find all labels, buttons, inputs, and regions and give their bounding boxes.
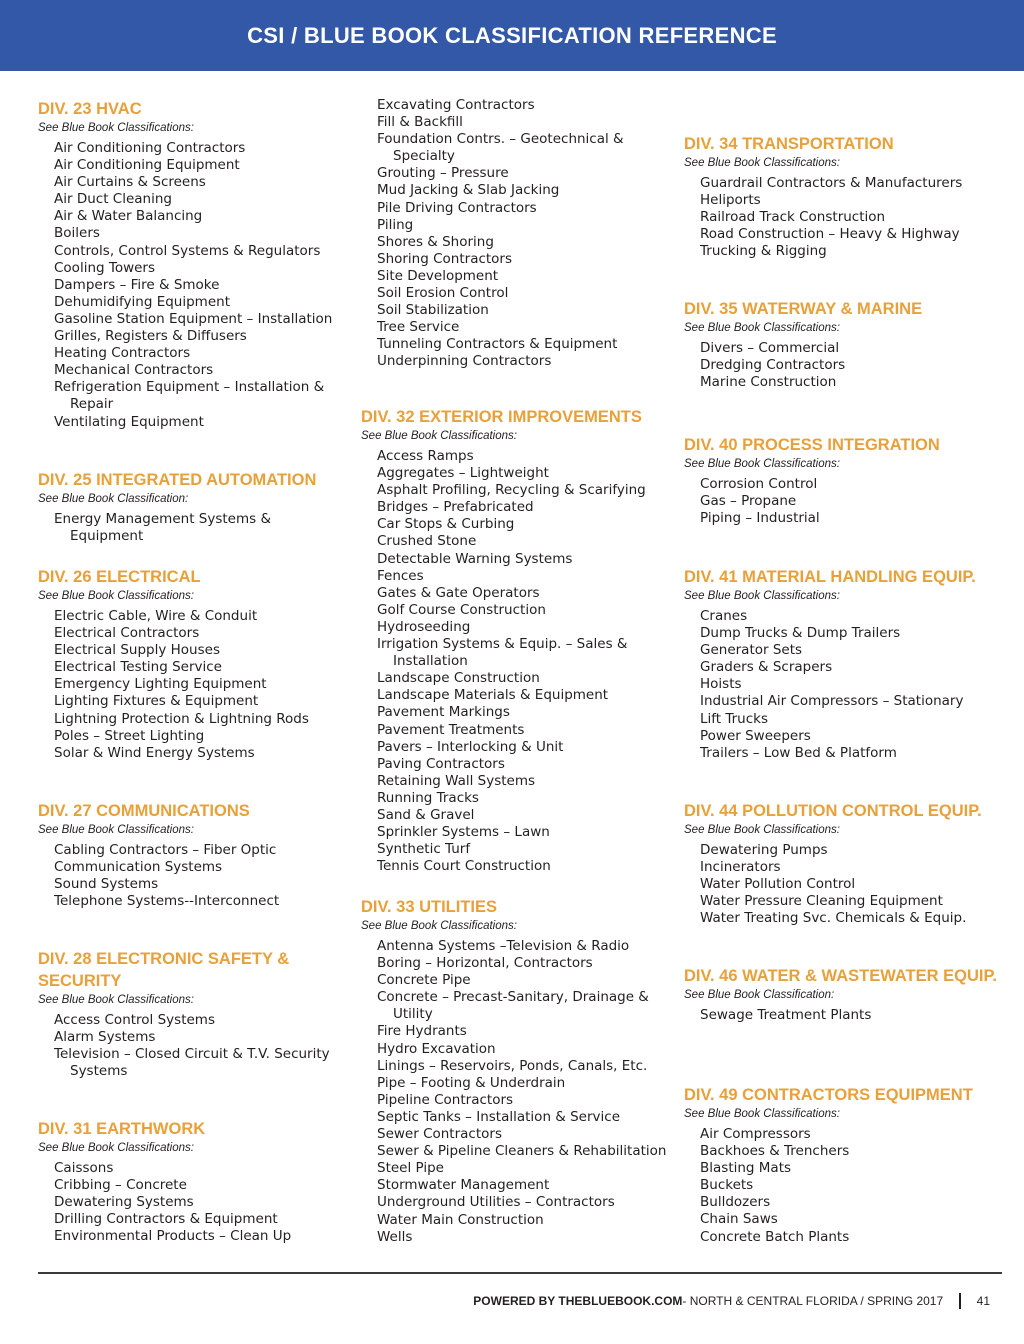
classification-item: Fire Hydrants bbox=[377, 1023, 467, 1040]
classification-item: Road Construction – Heavy & Highway bbox=[700, 226, 960, 243]
division-section bbox=[684, 800, 1004, 927]
classification-subtitle: See Blue Book Classifications: bbox=[38, 994, 194, 1006]
classification-item: Lighting Fixtures & Equipment bbox=[54, 693, 259, 710]
division-title: DIV. 32 EXTERIOR IMPROVEMENTS bbox=[361, 408, 642, 426]
classification-item: Graders & Scrapers bbox=[700, 659, 833, 676]
page-title: CSI / BLUE BOOK CLASSIFICATION REFERENCE bbox=[247, 22, 777, 48]
division-title: DIV. 31 EARTHWORK bbox=[38, 1120, 206, 1138]
classification-item: Cabling Contractors – Fiber Optic bbox=[54, 842, 277, 858]
classification-item: Boilers bbox=[54, 225, 100, 242]
classification-item: Trucking & Rigging bbox=[700, 243, 827, 260]
classification-item: Water Treating Svc. Chemicals & Equip. bbox=[700, 910, 967, 927]
classification-item: Heating Contractors bbox=[54, 345, 191, 362]
division-title: DIV. 27 COMMUNICATIONS bbox=[38, 802, 250, 820]
classification-item: Industrial Air Compressors – Stationary bbox=[700, 693, 964, 710]
classification-item: Antenna Systems –Television & Radio bbox=[377, 938, 630, 954]
classification-item: Sound Systems bbox=[54, 876, 159, 893]
classification-item: Pipeline Contractors bbox=[377, 1091, 514, 1108]
classification-item: Sewer & Pipeline Cleaners & Rehabilitation bbox=[377, 1143, 667, 1160]
classification-item: Corrosion Control bbox=[700, 476, 818, 492]
division-title: DIV. 34 TRANSPORTATION bbox=[684, 135, 894, 153]
classification-item: Sewage Treatment Plants bbox=[700, 1007, 872, 1023]
classification-item: Access Ramps bbox=[377, 448, 474, 464]
classification-item: Hydroseeding bbox=[377, 618, 471, 635]
division-section bbox=[361, 406, 671, 875]
classification-item: Pipe – Footing & Underdrain bbox=[377, 1074, 566, 1091]
classification-subtitle: See Blue Book Classifications: bbox=[684, 458, 840, 470]
division-title: DIV. 41 MATERIAL HANDLING EQUIP. bbox=[684, 568, 976, 586]
classification-item: Telephone Systems--Interconnect bbox=[54, 893, 280, 910]
classification-item: Dump Trucks & Dump Trailers bbox=[700, 625, 901, 642]
classification-subtitle: See Blue Book Classifications: bbox=[38, 590, 194, 602]
classification-item: Concrete Pipe bbox=[377, 972, 471, 989]
division-title: DIV. 26 ELECTRICAL bbox=[38, 568, 201, 586]
classification-list bbox=[684, 842, 1004, 927]
classification-item: Dewatering Systems bbox=[54, 1194, 194, 1211]
classification-item: Soil Stabilization bbox=[377, 302, 489, 319]
classification-item: Caissons bbox=[54, 1160, 114, 1176]
classification-item: Underground Utilities – Contractors bbox=[377, 1194, 615, 1211]
classification-item: Cribbing – Concrete bbox=[54, 1177, 187, 1194]
classification-item: Backhoes & Trenchers bbox=[700, 1143, 850, 1160]
footer-edition: - NORTH & CENTRAL FLORIDA / SPRING 2017 bbox=[682, 1294, 944, 1308]
division-title: DIV. 23 HVAC bbox=[38, 100, 142, 118]
classification-item: Drilling Contractors & Equipment bbox=[54, 1211, 278, 1228]
classification-item: Divers – Commercial bbox=[700, 340, 840, 356]
classification-item: Controls, Control Systems & Regulators bbox=[54, 242, 321, 259]
classification-item: Air Conditioning Equipment bbox=[54, 157, 240, 174]
classification-item: Tennis Court Construction bbox=[377, 858, 551, 875]
division-title: DIV. 28 ELECTRONIC SAFETY & SECURITY bbox=[38, 950, 290, 990]
classification-item: Railroad Track Construction bbox=[700, 209, 886, 226]
classification-item: Grilles, Registers & Diffusers bbox=[54, 328, 247, 345]
division-title: DIV. 49 CONTRACTORS EQUIPMENT bbox=[684, 1086, 973, 1104]
classification-item: Air Compressors bbox=[700, 1126, 811, 1142]
division-section bbox=[684, 434, 1004, 527]
classification-item: Pavement Treatments bbox=[377, 721, 525, 738]
division-section bbox=[38, 566, 343, 762]
classification-item: Sewer Contractors bbox=[377, 1126, 502, 1143]
classification-item: Chain Saws bbox=[700, 1211, 778, 1228]
classification-item: Water Pressure Cleaning Equipment bbox=[700, 893, 943, 910]
classification-item: Stormwater Management bbox=[377, 1177, 550, 1194]
classification-item: Electrical Supply Houses bbox=[54, 642, 220, 659]
classification-item: Environmental Products – Clean Up bbox=[54, 1228, 292, 1245]
classification-item: Pavement Markings bbox=[377, 704, 510, 721]
classification-item: Air Conditioning Contractors bbox=[54, 140, 246, 156]
classification-item: Mud Jacking & Slab Jacking bbox=[377, 182, 560, 199]
classification-item: Poles – Street Lighting bbox=[54, 727, 205, 744]
footer-separator bbox=[959, 1293, 961, 1309]
classification-list bbox=[38, 608, 343, 762]
classification-item: Landscape Materials & Equipment bbox=[377, 687, 609, 704]
classification-item: Sprinkler Systems – Lawn bbox=[377, 824, 550, 841]
classification-item: Bulldozers bbox=[700, 1194, 771, 1211]
classification-item: Buckets bbox=[700, 1177, 754, 1194]
classification-item: Tunneling Contractors & Equipment bbox=[377, 336, 618, 353]
classification-subtitle: See Blue Book Classifications: bbox=[38, 824, 194, 836]
classification-item: Site Development bbox=[377, 267, 499, 284]
division-title: DIV. 40 PROCESS INTEGRATION bbox=[684, 436, 940, 454]
classification-item: Asphalt Profiling, Recycling & Scarifying bbox=[377, 482, 646, 499]
classification-item: Electric Cable, Wire & Conduit bbox=[54, 608, 258, 624]
classification-item: Boring – Horizontal, Contractors bbox=[377, 955, 593, 972]
classification-list bbox=[38, 140, 343, 431]
classification-item: Wells bbox=[377, 1228, 413, 1245]
classification-item: Dehumidifying Equipment bbox=[54, 293, 230, 310]
classification-item: Shores & Shoring bbox=[377, 233, 494, 250]
classification-item: Bridges – Prefabricated bbox=[377, 499, 534, 516]
classification-list bbox=[38, 1012, 343, 1080]
classification-item: Lightning Protection & Lightning Rods bbox=[54, 710, 309, 727]
classification-item: Dampers – Fire & Smoke bbox=[54, 276, 220, 293]
classification-item: Energy Management Systems & Equipment bbox=[54, 511, 271, 545]
classification-list bbox=[38, 511, 343, 545]
classification-item: Lift Trucks bbox=[700, 710, 769, 727]
division-title: DIV. 33 UTILITIES bbox=[361, 898, 498, 916]
classification-item: Air Curtains & Screens bbox=[54, 174, 206, 191]
division-title: DIV. 25 INTEGRATED AUTOMATION bbox=[38, 471, 317, 489]
classification-item: Alarm Systems bbox=[54, 1029, 156, 1046]
footer-powered-by: POWERED BY THEBLUEBOOK.COM bbox=[473, 1294, 683, 1308]
classification-item: Trailers – Low Bed & Platform bbox=[700, 744, 897, 761]
classification-item: Fill & Backfill bbox=[377, 114, 463, 131]
classification-subtitle: See Blue Book Classifications: bbox=[38, 122, 194, 134]
classification-item: Paving Contractors bbox=[377, 755, 505, 772]
classification-item: Steel Pipe bbox=[377, 1160, 444, 1177]
classification-item: Synthetic Turf bbox=[377, 841, 471, 858]
classification-list bbox=[361, 938, 671, 1246]
classification-list bbox=[684, 175, 1004, 260]
classification-subtitle: See Blue Book Classifications: bbox=[684, 824, 840, 836]
classification-list bbox=[684, 340, 1004, 391]
classification-subtitle: See Blue Book Classifications: bbox=[684, 590, 840, 602]
footer-divider bbox=[38, 1272, 1002, 1274]
classification-item: Marine Construction bbox=[700, 374, 837, 391]
classification-item: Gasoline Station Equipment – Installation bbox=[54, 310, 333, 327]
classification-item: Electrical Contractors bbox=[54, 625, 200, 642]
classification-item: Blasting Mats bbox=[700, 1160, 792, 1177]
classification-item: Septic Tanks – Installation & Service bbox=[377, 1108, 620, 1125]
classification-list bbox=[361, 97, 671, 371]
division-section bbox=[684, 566, 1004, 762]
classification-item: Pavers – Interlocking & Unit bbox=[377, 738, 564, 755]
classification-list bbox=[684, 1126, 1004, 1246]
classification-item: Dewatering Pumps bbox=[700, 842, 828, 858]
classification-list bbox=[684, 1007, 1004, 1024]
classification-item: Cranes bbox=[700, 608, 748, 624]
division-section bbox=[38, 469, 343, 545]
classification-list bbox=[684, 608, 1004, 762]
division-section bbox=[38, 98, 343, 431]
classification-item: Running Tracks bbox=[377, 789, 479, 806]
division-section bbox=[684, 1084, 1004, 1246]
division-section bbox=[684, 133, 1004, 260]
classification-item: Hoists bbox=[700, 676, 742, 693]
classification-item: Piping – Industrial bbox=[700, 510, 820, 527]
classification-item: Underpinning Contractors bbox=[377, 353, 552, 370]
classification-item: Car Stops & Curbing bbox=[377, 516, 515, 533]
classification-item: Grouting – Pressure bbox=[377, 165, 509, 182]
division-section bbox=[38, 948, 343, 1080]
classification-item: Cooling Towers bbox=[54, 259, 156, 276]
classification-item: Shoring Contractors bbox=[377, 250, 513, 267]
classification-item: Generator Sets bbox=[700, 642, 803, 659]
classification-item: Air & Water Balancing bbox=[54, 208, 203, 225]
classification-subtitle: See Blue Book Classifications: bbox=[361, 920, 517, 932]
footer bbox=[473, 1293, 990, 1309]
division-title: DIV. 44 POLLUTION CONTROL EQUIP. bbox=[684, 802, 982, 820]
classification-item: Piling bbox=[377, 216, 414, 233]
classification-item: Hydro Excavation bbox=[377, 1040, 496, 1057]
classification-item: Incinerators bbox=[700, 859, 781, 876]
header-banner bbox=[0, 0, 1024, 71]
division-section bbox=[361, 97, 671, 371]
classification-item: Retaining Wall Systems bbox=[377, 772, 536, 789]
classification-item: Soil Erosion Control bbox=[377, 285, 509, 302]
division-title: DIV. 46 WATER & WASTEWATER EQUIP. bbox=[684, 967, 997, 985]
classification-item: Landscape Construction bbox=[377, 670, 540, 687]
classification-item: Foundation Contrs. – Geotechnical & Specialty bbox=[377, 131, 624, 165]
classification-item: Ventilating Equipment bbox=[54, 413, 204, 430]
classification-item: Tree Service bbox=[377, 319, 460, 336]
classification-item: Linings – Reservoirs, Ponds, Canals, Etc. bbox=[377, 1057, 648, 1074]
division-section bbox=[38, 800, 343, 910]
classification-item: Aggregates – Lightweight bbox=[377, 465, 549, 482]
classification-item: Sand & Gravel bbox=[377, 806, 475, 823]
classification-subtitle: See Blue Book Classifications: bbox=[361, 430, 517, 442]
classification-item: Solar & Wind Energy Systems bbox=[54, 744, 255, 761]
classification-subtitle: See Blue Book Classifications: bbox=[684, 157, 840, 169]
classification-list bbox=[38, 842, 343, 910]
classification-item: Pile Driving Contractors bbox=[377, 199, 537, 216]
division-section bbox=[684, 965, 1004, 1024]
classification-subtitle: See Blue Book Classification: bbox=[684, 989, 835, 1001]
division-section bbox=[361, 896, 671, 1246]
classification-item: Refrigeration Equipment – Installation & Repair bbox=[54, 379, 325, 413]
classification-item: Television – Closed Circuit & T.V. Security Systems bbox=[54, 1046, 330, 1080]
classification-item: Mechanical Contractors bbox=[54, 362, 214, 379]
classification-item: Emergency Lighting Equipment bbox=[54, 676, 267, 693]
classification-item: Heliports bbox=[700, 192, 761, 209]
division-section bbox=[38, 1118, 343, 1245]
division-section bbox=[684, 298, 1004, 391]
classification-item: Access Control Systems bbox=[54, 1012, 215, 1028]
classification-item: Communication Systems bbox=[54, 859, 223, 876]
classification-item: Gates & Gate Operators bbox=[377, 584, 540, 601]
classification-item: Fences bbox=[377, 567, 424, 584]
classification-item: Guardrail Contractors & Manufacturers bbox=[700, 175, 963, 191]
division-title: DIV. 35 WATERWAY & MARINE bbox=[684, 300, 923, 318]
classification-list bbox=[361, 448, 671, 875]
classification-list bbox=[38, 1160, 343, 1245]
classification-subtitle: See Blue Book Classifications: bbox=[684, 322, 840, 334]
classification-item: Water Pollution Control bbox=[700, 876, 856, 893]
classification-item: Detectable Warning Systems bbox=[377, 550, 573, 567]
classification-item: Electrical Testing Service bbox=[54, 659, 222, 676]
classification-subtitle: See Blue Book Classifications: bbox=[38, 1142, 194, 1154]
classification-item: Gas – Propane bbox=[700, 493, 797, 510]
classification-subtitle: See Blue Book Classifications: bbox=[684, 1108, 840, 1120]
classification-subtitle: See Blue Book Classification: bbox=[38, 493, 189, 505]
classification-item: Golf Course Construction bbox=[377, 601, 546, 618]
page-number: 41 bbox=[976, 1294, 990, 1308]
classification-item: Concrete – Precast-Sanitary, Drainage & Utility bbox=[377, 989, 649, 1023]
classification-item: Dredging Contractors bbox=[700, 357, 846, 374]
classification-item: Water Main Construction bbox=[377, 1211, 544, 1228]
classification-item: Excavating Contractors bbox=[377, 97, 535, 113]
classification-list bbox=[684, 476, 1004, 527]
classification-item: Air Duct Cleaning bbox=[54, 191, 172, 208]
classification-item: Crushed Stone bbox=[377, 533, 477, 550]
classification-item: Power Sweepers bbox=[700, 727, 811, 744]
classification-item: Concrete Batch Plants bbox=[700, 1228, 850, 1245]
classification-item: Irrigation Systems & Equip. – Sales & Installation bbox=[377, 636, 628, 670]
